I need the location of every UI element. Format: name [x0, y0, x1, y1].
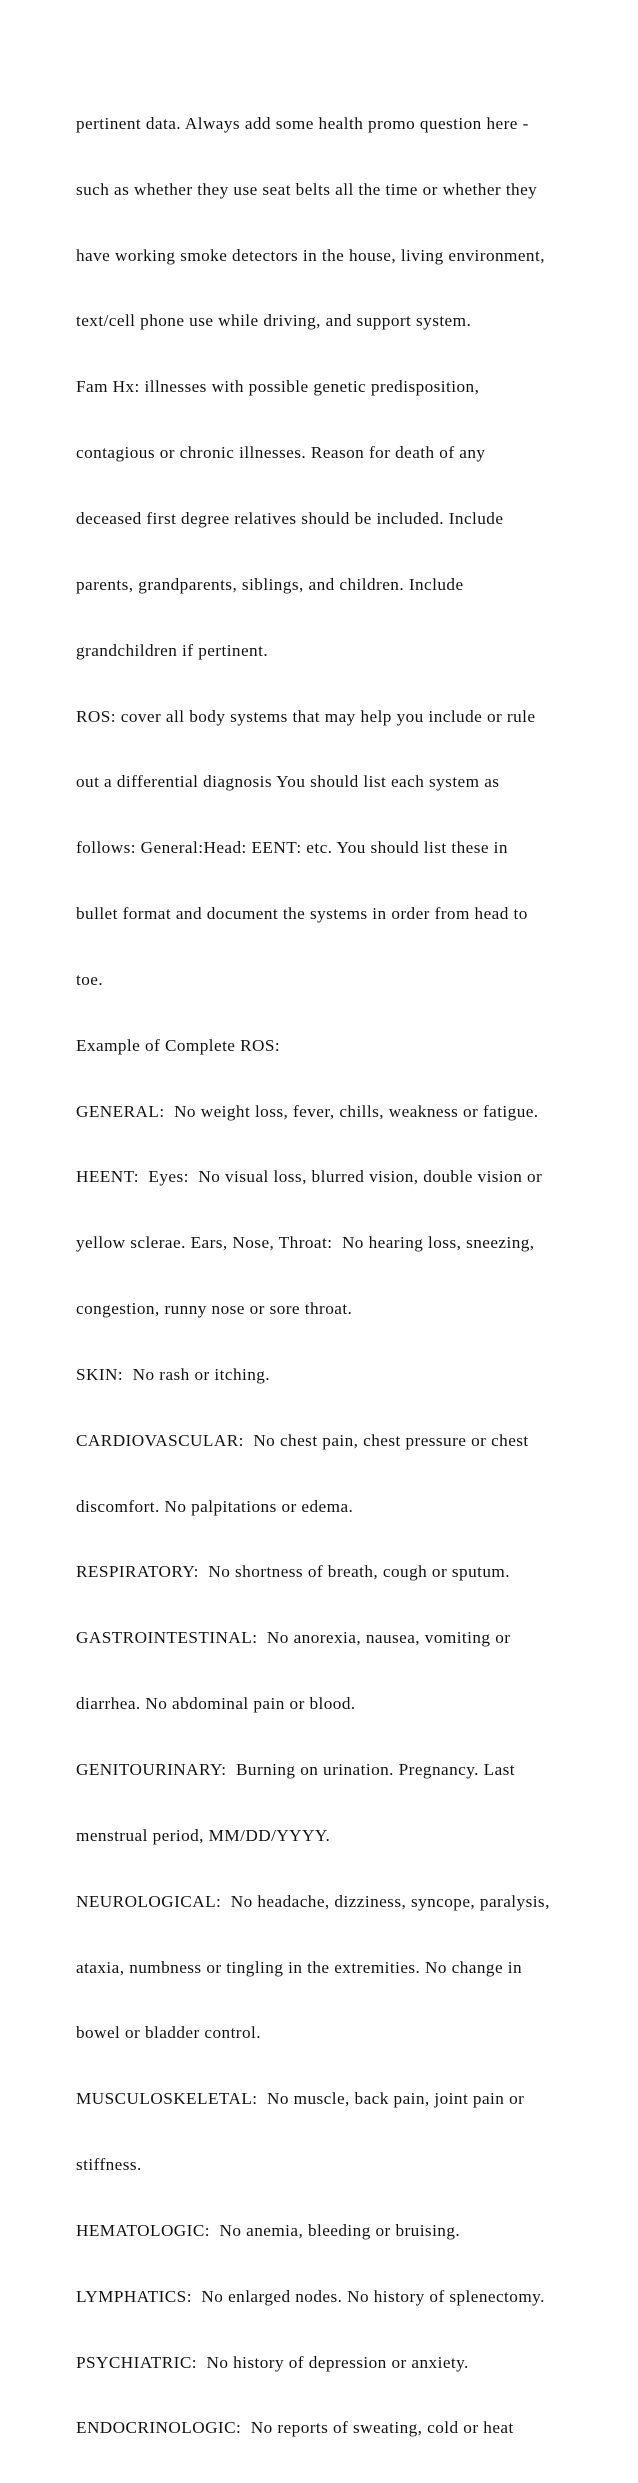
text-line: yellow sclerae. Ears, Nose, Throat: No hearing loss, sneezing,: [76, 1233, 535, 1253]
text-line: grandchildren if pertinent.: [76, 640, 269, 660]
text-line: HEMATOLOGIC: No anemia, bleeding or bruising.: [76, 2220, 461, 2240]
text-line: bowel or bladder control.: [76, 2023, 261, 2043]
text-line: RESPIRATORY: No shortness of breath, cough or sputum.: [76, 1562, 510, 1582]
text-line: menstrual period, MM/DD/YYYY.: [76, 1825, 331, 1845]
text-line: toe.: [76, 969, 104, 989]
text-line: ENDOCRINOLOGIC: No reports of sweating, cold or heat: [76, 2418, 514, 2438]
text-line: text/cell phone use while driving, and support system.: [76, 311, 472, 331]
text-line: GENITOURINARY: Burning on urination. Pregnancy. Last: [76, 1760, 516, 1779]
text-line: GENERAL: No weight loss, fever, chills, weakness or fatigue.: [76, 1101, 539, 1121]
text-line: Fam Hx: illnesses with possible genetic predisposition,: [76, 377, 480, 397]
text-line: pertinent data. Always add some health promo question here -: [76, 113, 529, 133]
text-line: have working smoke detectors in the house, living environment,: [76, 245, 545, 265]
text-line: parents, grandparents, siblings, and children. Include: [76, 574, 464, 594]
text-line: Example of Complete ROS:: [76, 1035, 281, 1055]
text-line: HEENT: Eyes: No visual loss, blurred vision, double vision or: [76, 1167, 543, 1187]
text-line: contagious or chronic illnesses. Reason for death of any: [76, 443, 486, 463]
text-line: follows: General:Head: EENT: etc. You should list these in: [76, 838, 508, 858]
text-line: LYMPHATICS: No enlarged nodes. No history of splenectomy.: [76, 2286, 545, 2306]
text-line: diarrhea. No abdominal pain or blood.: [76, 1694, 356, 1714]
text-line: ataxia, numbness or tingling in the extremities. No change in: [76, 1957, 523, 1977]
text-line: GASTROINTESTINAL: No anorexia, nausea, vomiting or: [76, 1628, 511, 1648]
text-line: deceased first degree relatives should be included. Include: [76, 508, 504, 528]
text-line: such as whether they use seat belts all the time or whether they: [76, 179, 538, 199]
text-line: CARDIOVASCULAR: No chest pain, chest pressure or chest: [76, 1430, 529, 1450]
text-line: ROS: cover all body systems that may help you include or rule: [76, 706, 536, 726]
document-body-text: [76, 69, 596, 2483]
text-line: congestion, runny nose or sore throat.: [76, 1299, 353, 1319]
text-line: stiffness.: [76, 2155, 142, 2175]
text-line: out a differential diagnosis You should list each system as: [76, 772, 500, 792]
text-line: SKIN: No rash or itching.: [76, 1364, 271, 1384]
text-line: MUSCULOSKELETAL: No muscle, back pain, joint pain or: [76, 2089, 525, 2109]
text-line: bullet format and document the systems in order from head to: [76, 904, 528, 924]
text-line: NEUROLOGICAL: No headache, dizziness, syncope, paralysis,: [76, 1891, 550, 1911]
text-line: discomfort. No palpitations or edema.: [76, 1496, 354, 1516]
text-line: PSYCHIATRIC: No history of depression or anxiety.: [76, 2352, 469, 2372]
